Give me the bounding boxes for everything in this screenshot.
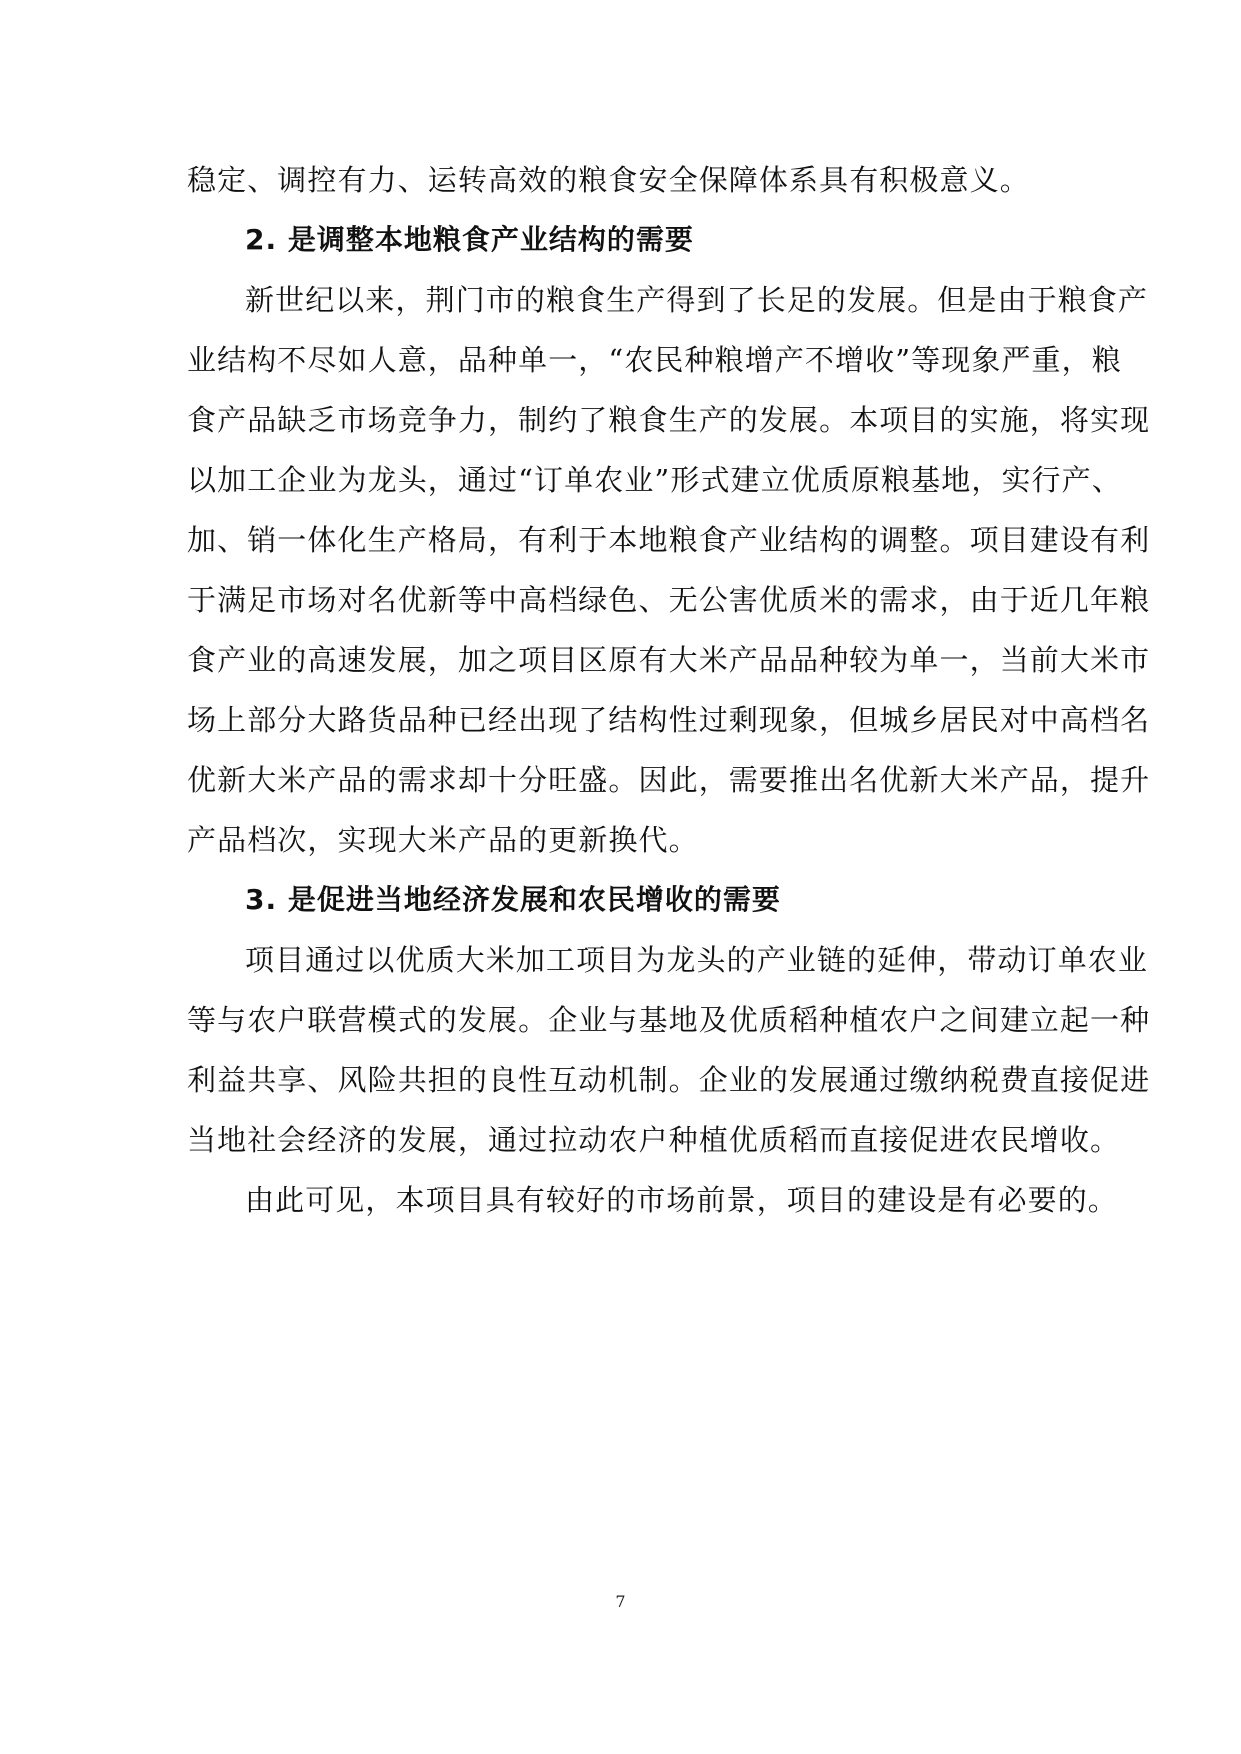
text-line: 由此可见，本项目具有较好的市场前景，项目的建设是有必要的。 — [245, 1183, 1118, 1217]
text-line: 以加工企业为龙头，通过“订单农业”形式建立优质原粮基地，实行产、 — [187, 463, 1122, 497]
text-line: 等与农户联营模式的发展。企业与基地及优质稻种植农户之间建立起一种 — [187, 1003, 1151, 1037]
text-line: 业结构不尽如人意，品种单一，“农民种粮增产不增收”等现象严重，粮 — [187, 343, 1122, 377]
text-line: 场上部分大路货品种已经出现了结构性过剩现象，但城乡居民对中高档名 — [187, 703, 1151, 737]
text-line: 食产业的高速发展，加之项目区原有大米产品品种较为单一，当前大米市 — [187, 643, 1151, 677]
text-line: 当地社会经济的发展，通过拉动农户种植优质稻而直接促进农民增收。 — [187, 1123, 1121, 1157]
section-heading: 3. 是促进当地经济发展和农民增收的需要 — [245, 883, 781, 916]
text-line: 食产品缺乏市场竞争力，制约了粮食生产的发展。本项目的实施，将实现 — [187, 403, 1151, 437]
section-heading: 2. 是调整本地粮食产业结构的需要 — [245, 223, 694, 256]
text-line: 产品档次，实现大米产品的更新换代。 — [187, 823, 699, 857]
text-line: 加、销一体化生产格局，有利于本地粮食产业结构的调整。项目建设有利 — [187, 523, 1151, 557]
text-line: 新世纪以来，荆门市的粮食生产得到了长足的发展。但是由于粮食产 — [245, 283, 1149, 317]
text-line: 优新大米产品的需求却十分旺盛。因此，需要推出名优新大米产品，提升 — [187, 763, 1151, 797]
text-line: 于满足市场对名优新等中高档绿色、无公害优质米的需求，由于近几年粮 — [187, 583, 1151, 617]
text-line: 项目通过以优质大米加工项目为龙头的产业链的延伸，带动订单农业 — [245, 943, 1149, 977]
text-line: 利益共享、风险共担的良性互动机制。企业的发展通过缴纳税费直接促进 — [187, 1063, 1151, 1097]
text-line: 稳定、调控有力、运转高效的粮食安全保障体系具有积极意义。 — [187, 163, 1030, 197]
page-number: 7 — [615, 1592, 626, 1611]
document-page — [187, 150, 1151, 1230]
